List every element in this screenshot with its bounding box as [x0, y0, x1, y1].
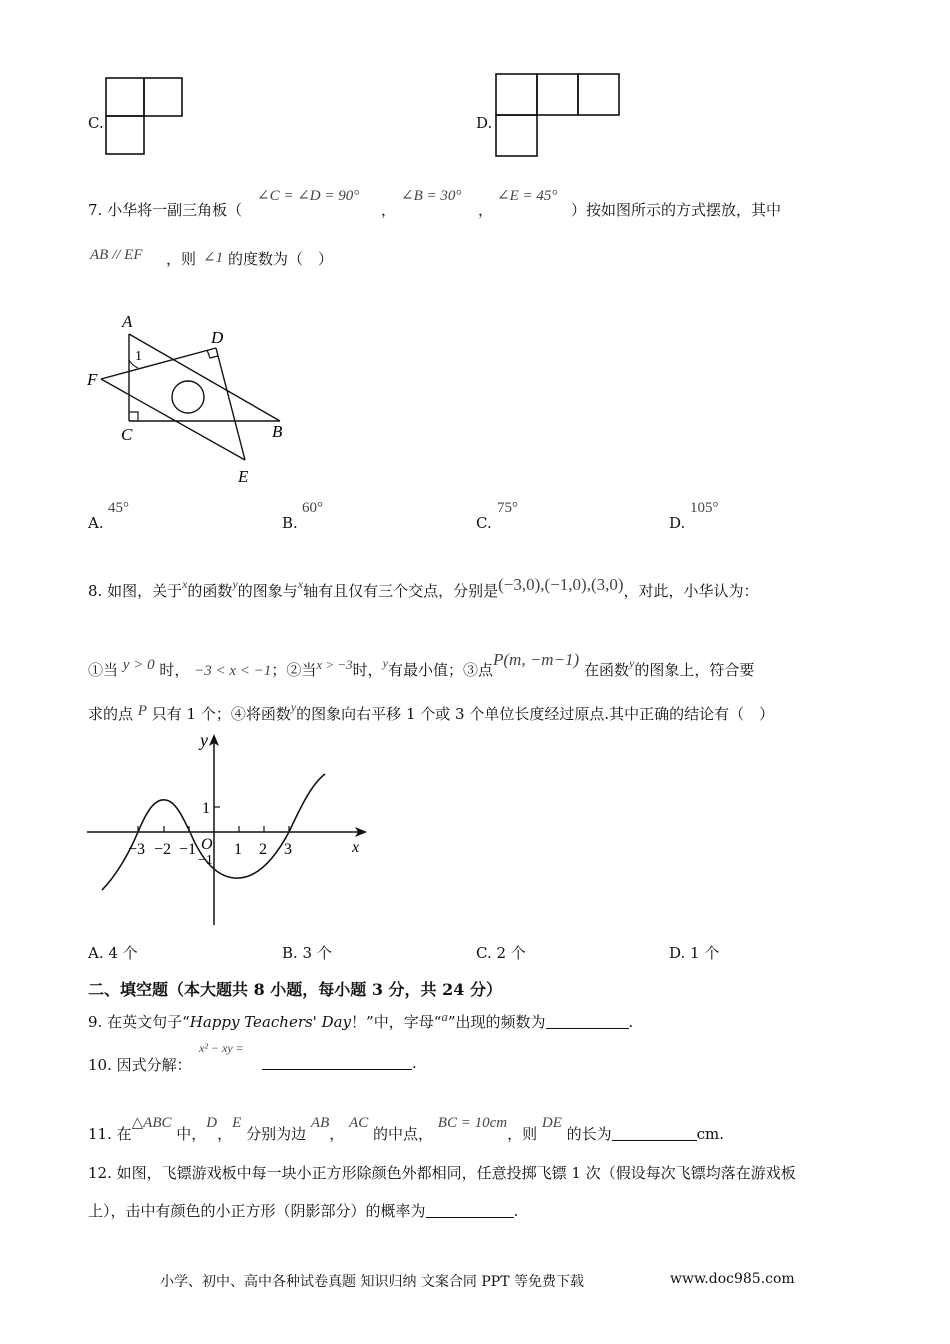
section-2-heading: 二、填空题（本大题共 8 小题，每小题 3 分，共 24 分） — [88, 980, 502, 999]
footer-url[interactable]: www.doc985.com — [670, 1271, 795, 1287]
q7-option-b-letter: B. — [282, 514, 298, 532]
q8-option-b: B. 3 个 — [282, 944, 332, 962]
graph-label-origin: O — [201, 836, 213, 853]
q8-line3: 求的点 P 只有 1 个；④将函数$^y$的图象向右平移 1 个或 3 个单位长度经过原点.其中正确的结论有（ ） — [88, 700, 775, 723]
q7-math-angle-b: ∠B = 30° — [401, 188, 462, 204]
q9-line: 9. 在英文句子“Happy Teachers' Day！”中，字母“a”出现的频数为 . — [88, 1009, 634, 1031]
fig7-label-c: C — [121, 425, 133, 444]
fig7-label-a: A — [122, 312, 133, 331]
q7-text-d: 的度数为（ ） — [228, 250, 334, 268]
q10-blank-line: . — [262, 1054, 417, 1072]
q7-math-parallel: AB // EF — [90, 247, 143, 263]
q7-text-c: ，则 — [166, 250, 197, 268]
q7-option-a-letter: A. — [88, 514, 104, 532]
option-d-label: D. — [476, 114, 493, 132]
q12-line1: 12. 如图，飞镖游戏板中每一块小正方形除颜色外都相同，任意投掷飞镖 1 次（假设每次飞镖均落在游戏板 — [88, 1164, 796, 1182]
q7-option-b-value: 60° — [302, 500, 323, 516]
fig7-label-1: 1 — [135, 349, 142, 364]
q7-option-d-letter: D. — [669, 514, 686, 532]
option-c-label: C. — [88, 114, 104, 132]
fig7-label-b: B — [272, 422, 283, 441]
q7-option-c-letter: C. — [476, 514, 492, 532]
q8-option-a: A. 4 个 — [88, 944, 138, 962]
option-d-figure — [495, 73, 621, 158]
q11-line: 11. 在△ABC 中，D，E 分别为边 AB， AC 的中点， BC = 10cm，则 DE 的长为 cm. — [88, 1115, 725, 1143]
q7-sep2: ， — [478, 201, 494, 219]
q8-line1: 8. 如图，关于$^x$的函数$^y$的图象与$^x$轴有且仅有三个交点，分别是(−3,0),(−1,0),(3,0)，对此，小华认为： — [88, 575, 759, 600]
q12-line2: 上），击中有颜色的小正方形（阴影部分）的概率为 . — [88, 1202, 519, 1220]
q7-option-d-value: 105° — [690, 500, 719, 516]
q8-function-graph — [82, 728, 372, 933]
q7-math-angle-e: ∠E = 45° — [497, 188, 558, 204]
q7-sep1: ， — [381, 201, 397, 219]
q7-math-angle1: ∠1 — [203, 250, 224, 266]
q12-answer-blank[interactable] — [426, 1203, 514, 1218]
q7-math-angles-cd: ∠C = ∠D = 90° — [257, 188, 360, 204]
q9-answer-blank[interactable] — [546, 1014, 629, 1029]
graph-tick-neg1: −1 — [179, 841, 197, 858]
q7-option-c-value: 75° — [497, 500, 518, 516]
graph-tick-1: 1 — [234, 841, 242, 858]
graph-label-yneg1: −1 — [198, 853, 213, 868]
q7-triangle-figure — [80, 310, 300, 490]
graph-tick-neg3: −3 — [128, 841, 146, 858]
q11-answer-blank[interactable] — [612, 1126, 697, 1141]
graph-label-y1: 1 — [202, 800, 210, 817]
fig7-label-f: F — [87, 370, 98, 389]
q7-option-a-value: 45° — [108, 500, 129, 516]
q8-option-d: D. 1 个 — [669, 944, 720, 962]
graph-tick-neg2: −2 — [154, 841, 172, 858]
q10-prefix: 10. 因式分解： — [88, 1056, 192, 1074]
graph-label-y: y — [200, 730, 208, 750]
fig7-label-e: E — [238, 467, 249, 486]
footer-text: 小学、初中、高中各种试卷真题 知识归纳 文案合同 PPT 等免费下载 — [160, 1274, 584, 1290]
graph-tick-2: 2 — [259, 841, 267, 858]
q8-option-c: C. 2 个 — [476, 944, 526, 962]
q10-answer-blank[interactable] — [262, 1055, 412, 1070]
graph-label-x: x — [352, 839, 360, 856]
option-c-figure — [105, 77, 185, 157]
fig7-label-d: D — [211, 328, 224, 347]
q7-text-b: ）按如图所示的方式摆放，其中 — [571, 201, 782, 219]
q8-line2: ①当 y > 0 时， −3 < x < −1；②当x > −3时，$^y$有最小值；③点P(m, −m−1) 在函数$^y$的图象上，符合要 — [88, 650, 755, 679]
q7-text-a: 7. 小华将一副三角板（ — [88, 201, 243, 219]
q10-expression: x² − xy = — [199, 1041, 244, 1055]
graph-tick-3: 3 — [284, 841, 292, 858]
